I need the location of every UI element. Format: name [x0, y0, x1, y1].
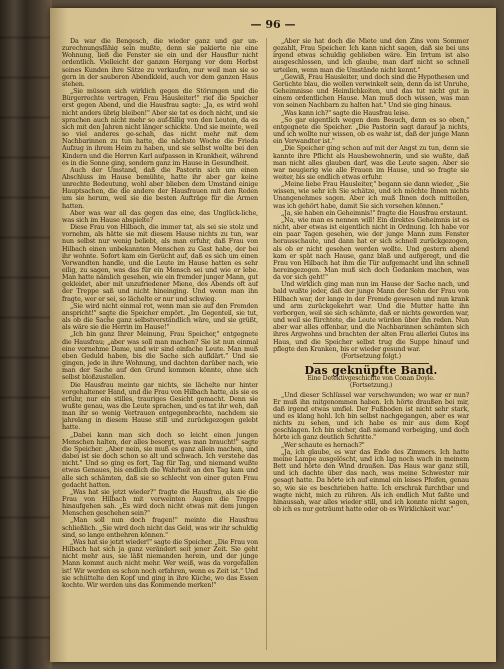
continuation-note: (Fortsetzung folgt.) — [341, 351, 401, 360]
story-title: Das geknüpfte Band. — [304, 364, 438, 378]
paragraph: Auch der Umstand, daß die Pastorin sich um einen Abschluss im Hause bemühte, hatte ihr aber gar keine unrechte Bedeutung, wohl aber blieben dem Umstand einige Hauptsachen, die die andere der Hausfrauen mit den Reden um sie herum, weil sie die besten Aufträge für die Armen hatten. — [62, 165, 258, 210]
paragraph: „Aber sie hat doch die Miete und den Zins vom Sommer gezahlt, Frau Speicher. Ich kann nicht sagen, daß sie bei uns irgend etwas schuldig geblieben wäre. Ein Irrtum ist also ausgeschlossen, und ich glaube, man darf nicht so schnell urteilen, wenn man die Umstände nicht kennt." — [273, 38, 469, 74]
paragraph: „Was hat sie jetzt wieder!" sagte die Speicher. „Die Frau von Hilbach hat sich ja ganz verändert seit jener Zeit. Sie geht nicht mehr aus, sie läßt niemanden herein, und der junge Mann kommt auch nicht mehr. Wer weiß, was da vorgefallen ist! Wir werden es schon noch erfahren, wenn es Zeit ist." Und sie schüttelte den Kopf und ging in ihre Küche, wo das Essen kochte. Wir werden uns das Kommende merken!" — [62, 537, 258, 589]
paragraph: „Man soll nun doch fragen!" meinte die Hausfrau schließlich. „Sie wird doch nicht das Geld, was wir ihr schuldig sind, so lange entbehren können." — [62, 516, 258, 539]
paragraph: Die Hausfrau meinte gar nichts, sie lächelte nur hinter vorgehaltener Hand, und die Frau von Hilbach hatte, als sie es erfuhr, nur ein stilles, trauriges Gesicht gemacht. Denn sie wußte genau, was die Leute sprachen, und es tat ihr weh, daß man ihr so wenig Vertrauen entgegenbrachte, nachdem sie jahrelang in diesem Hause still und zurückgezogen gelebt hatte. — [62, 380, 258, 432]
page-number: — 96 — — [250, 18, 296, 31]
paragraph: „Ich bin ganz Ihrer Meinung, Frau Speicher," entgegnete die Hausfrau; „aber was soll man machen? Sie ist nun einmal eine vornehme Dame, und wir sind einfache Leute. Man muß eben Geduld haben, bis die Sache sich aufklärt." Und sie gingen, jede in ihre Wohnung, und dachten darüber nach, wie man der Sache auf den Grund kommen könnte, ohne sich selbst bloßzustellen. — [62, 330, 258, 382]
paragraph: „Na, wie man es nennen will! Ein direktes Geheimnis ist es nicht, aber etwas ist eigentlich nicht in Ordnung. Ich habe vor ein paar Tagen gesehen, wie der junge Mann zum Fenster herausschaute, und dann hat er sich schnell zurückgezogen, als ob er nicht gesehen werden wollte. Und gestern abend kam er spät nach Hause, ganz blaß und aufgeregt, und die Frau von Hilbach hat ihm die Tür aufgemacht und ihn schnell hereingezogen. Man muß sich doch Gedanken machen, was da vor sich geht!" — [273, 215, 469, 282]
book-page — [50, 8, 496, 662]
paragraph: „Gewiß, Frau Hausleiter, und doch sind die Hypothesen und Gerüchte blau, die wollen verwinkelt sein, denn da ist Unruhe, Geheimnisse und Heimlichkeiten, und das tut nicht gut in einem ordentlichen Hause. Man muß doch wissen, was man von seinen Nachbarn zu halten hat." Und sie ging hinaus. — [273, 72, 469, 110]
paragraph: Aber was war all das gegen das eine, das Unglück-liche, was sich im Hause abspielte? — [62, 208, 258, 224]
paragraph: Diese Frau von Hilbach, die immer tat, als sei sie stolz und vornehm, als hätte sie mit diesem Hause nichts zu tun, war nun selbst nur wenig beliebt, als man erfuhr, daß Frau von Hilbach einen unbekannten Menschen zu Gast habe, der bei ihr wohnte. Sofort kam ein Gerücht auf, daß es sich um einen Verwandten handle, und die Leute im Hause hatten es sehr eilig, zu sagen, was das für ein Mensch sei und wie er lebe. Man hatte nämlich gesehen, wie ein fremder junger Mann, gut gekleidet, aber mit unzufriedener Miene, des Abends oft auf der Treppe saß und nicht hineinging. Und wenn man ihn fragte, wer er sei, so lächelte er nur und schwieg. — [62, 223, 258, 303]
story-subtitle: Eine Detektivgeschichte von Conan Doyle. — [307, 375, 435, 383]
paragraph: Und wirklich ging man nun im Hause der Sache nach, und bald wußte jeder, daß der junge Mann der Sohn der Frau von Hilbach war, der lange in der Fremde gewesen und nun krank und arm zurückgekehrt war. Und die Mutter hatte ihn verborgen, weil sie sich schämte, daß er nichts geworden war, und weil sie fürchtete, die Leute würden über ihn reden. Nun aber war alles offenbar, und die Nachbarinnen schämten sich ihres Argwohns und brachten der alten Frau allerlei Gutes ins Haus, und die Speicher selbst trug die Suppe hinauf und pflegte den Kranken, bis er wieder gesund war. — [273, 280, 469, 353]
paragraph: „Ja, sie haben ein Geheimnis!" fragte die Hausfrau erstaunt. — [281, 208, 468, 217]
left-column — [62, 38, 258, 648]
paragraph: „Sie müssen sich wirklich gegen die Störungen und die Bürgerrechte vertragen, Frau Hausleiter!" rief die Speicher erst gegen Abend, und die Hausfrau sagte: „Ja, es wird wohl nicht anders übrig bleiben!" Aber sie tat es doch nicht, und sie sprachen auch nicht mehr so auf-fällig von den Leuten, da es sich mit den Jahren nicht länger schickte. Und sie meinte, weil so viel anderes ge-schah, das nicht mehr mit dem Nachbarinnen zu tun hatte, die nächste Woche die Frieda Aufzug in ihrem Heim zu haben, und sie selbst wollte bei den Kindern und die Herren Karl aufpassen in Krankheit, während es in die Sonne ging, sondern ganz im Hause in Gesundheit. — [62, 87, 258, 167]
paragraph: „Meine liebe Frau Hausleiter," begann sie dann wieder, „Sie wissen, wie sehr ich Sie schätze, und ich möchte Ihnen nichts Unangenehmes sagen. Aber ich muß Ihnen doch mitteilen, was ich gehört habe, damit Sie sich vorsehen können." — [273, 180, 469, 210]
paragraph: „Wer schaute es hernach?" — [281, 440, 365, 449]
paragraph: „Die Speicher ging schon auf mit der Angst zu tun, denn sie kannte ihre Pflicht als Hausbewohnerin, und sie wußte, daß man nicht alles glauben darf, was die Leute sagen. Aber sie war neugierig wie alle Frauen im Hause, und so fragte sie weiter, bis sie endlich etwas erfuhr. — [273, 144, 469, 181]
paragraph: „Und dieser Schlüssel war verschwunden; wo war er nun? Er muß ihn mitgenommen haben. Ich hörte draußen bei mir, daß irgend etwas umfiel. Der Fußboden ist nicht sehr stark, und es klang hohl. Ich bin selbst nachgegangen, aber es war nichts zu sehen, und ich habe es mir aus dem Kopf geschlagen. Ich bin sicher, daß niemand vorbeiging, und doch hörte ich ganz deutlich Schritte." — [273, 390, 469, 442]
paragraph: „Sie wird nicht einmal rot, wenn man sie auf den Fremden anspricht!" sagte die Speicher empört. „Im Gegenteil, sie tut, als ob die Sache ganz selbstverständlich wäre, und sie grüßt, als wäre sie die Herrin im Hause!" — [62, 301, 258, 332]
paragraph: Da war die Bengesch, die wieder ganz und gar un-zurechnungsfähig sein mußte, denn sie pakierte nie eine Wohnung, ließ die Fenster sie ein und der Hausflur nicht ordentlich. Vielleicht der ganzen Hergang vor dem Herbst seines Kunden ihre Sätze zu verkaufen, nur weil man sie so gern in der sauberen Abendkleid, auch vor dem ganzen Haus stehen. — [62, 38, 258, 88]
story-part-label: (Fortsetzung.) — [349, 382, 393, 390]
column-divider — [266, 38, 267, 650]
book-binding — [0, 0, 52, 669]
paragraph: „Was hat sie jetzt wieder?" fragte die Hausfrau, als sie die Frau von Hilbach mit verweinten Augen die Treppe hinaufgehen sah. „Es wird doch nicht etwas mit dem jungen Menschen geschehen sein?" — [62, 487, 258, 518]
paragraph: „So gar eigentlich wegen dem Besuch, denn es so eben," entgegnete die Speicher. „Die Pastorin sagt darauf ja nichts, und ich wollte nur wissen, ob es wahr ist, daß der junge Mann ein Verwandter ist." — [273, 115, 469, 146]
paragraph: „Ja, ich glaube, es war das Ende des Zimmers. Ich hatte meine Lampe ausgelöscht, und ich lag noch wach in meinem Bett und hörte den Wind draußen. Das Haus war ganz still, und ich dachte über das nach, was meine Schwester mir gesagt hatte. Da hörte ich auf einmal ein leises Pfeifen, genau so, wie sie es beschrieben hatte. Ich erschrak furchtbar und wagte nicht, mich zu rühren. Als ich endlich Mut faßte und hinaussah, war alles wieder still, und ich konnte nicht sagen, ob ich es nur geträumt hatte oder ob es Wirklichkeit war." — [273, 447, 469, 513]
paragraph: „Was kann ich?" sagte die Hausfrau leise. — [281, 108, 410, 117]
right-column — [273, 38, 469, 658]
paragraph: „Dabei kann man sich doch so leicht einen jungen Menschen halten, der alles besorgt, was man braucht!" sagte die Speicher. „Aber nein, sie muß es ganz allein machen, und dabei ist sie doch schon so alt und schwach. Ich verstehe das nicht." Und so ging es fort, Tag für Tag, und niemand wußte etwas Genaues, bis endlich die Wahrheit an den Tag kam und alle sich schämten, daß sie so schlecht von einer guten Frau gedacht hatten. — [62, 430, 258, 489]
